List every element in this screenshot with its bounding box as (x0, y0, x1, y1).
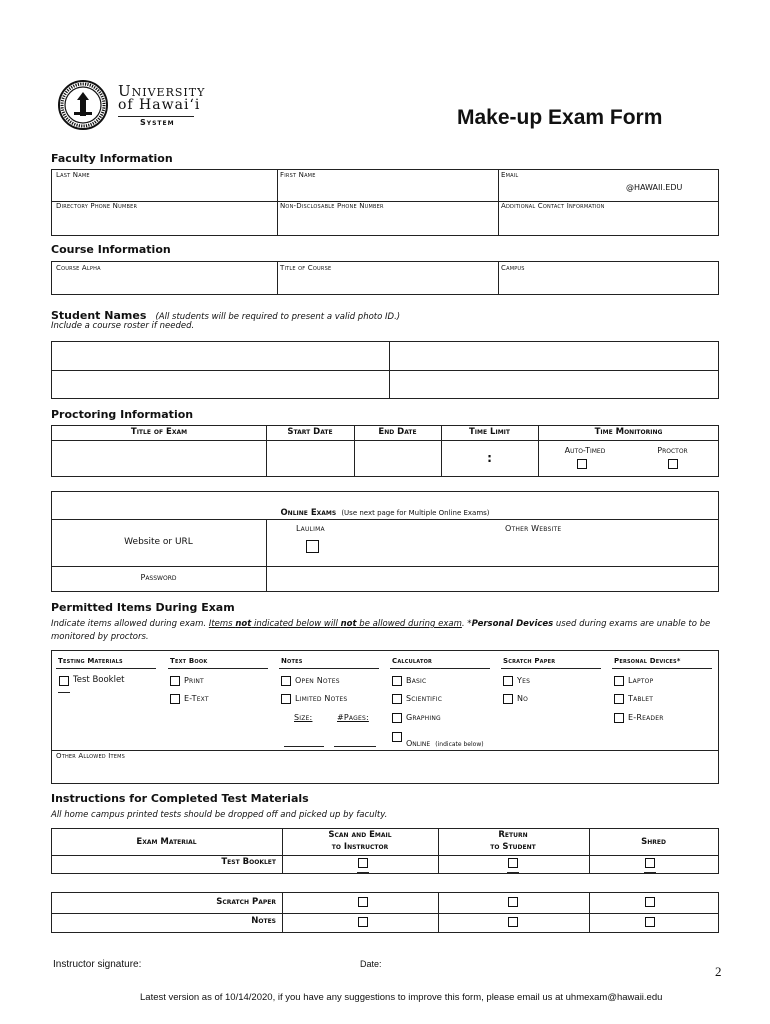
tablet-label: Tablet (628, 694, 654, 703)
scratch-paper-header: Scratch Paper (503, 657, 556, 665)
scan-email-header-line2: to Instructor (331, 842, 389, 852)
student-name-input[interactable] (390, 371, 718, 398)
notes-return-checkbox[interactable] (508, 917, 518, 927)
test-booklet-scan-checkbox[interactable] (358, 858, 368, 868)
notes-header: Notes (281, 657, 303, 665)
laptop-label: Laptop (628, 676, 654, 685)
end-date-header: End Date (378, 427, 417, 437)
basic-label: Basic (406, 676, 427, 685)
note-part: . * (461, 619, 472, 629)
website-url-label: Website or URL (124, 537, 193, 547)
permitted-items-heading: Permitted Items During Exam (51, 601, 235, 614)
instructor-signature-label[interactable]: Instructor signature: (53, 959, 142, 970)
permitted-items-note-line2: monitored by proctors. (51, 632, 149, 642)
online-exams-heading-row (52, 500, 718, 519)
student-names-heading: Student Names (51, 309, 147, 322)
other-allowed-items-field[interactable]: Other Allowed Items (56, 752, 126, 760)
time-monitoring-header: Time Monitoring (594, 427, 663, 437)
tablet-checkbox[interactable] (614, 694, 624, 704)
student-id-note: (All students will be required to present a valid photo ID.) (155, 312, 401, 322)
faculty-section-heading: Faculty Information (51, 152, 173, 165)
directory-phone-field[interactable]: Directory Phone Number (56, 202, 138, 210)
title-of-exam-header: Title of Exam (130, 427, 188, 437)
course-alpha-field[interactable]: Course Alpha (56, 264, 101, 272)
note-part: indicated below will (251, 619, 341, 629)
online-exams-heading: Online Exams (280, 508, 337, 518)
online-exams-note: (Use next page for Multiple Online Exams) (341, 509, 490, 517)
instructions-note: All home campus printed tests should be dropped off and picked up by faculty. (51, 810, 388, 820)
proctor-label: Proctor (657, 446, 688, 455)
note-part: Personal Devices (471, 619, 554, 629)
auto-timed-label: Auto-Timed (564, 446, 606, 455)
auto-timed-checkbox[interactable] (577, 459, 587, 469)
time-limit-header: Time Limit (468, 427, 510, 437)
note-part: used during exams are unable to be (553, 619, 711, 629)
calculator-header: Calculator (392, 657, 433, 665)
exam-material-header: Exam Material (136, 837, 197, 847)
end-date-input[interactable] (355, 441, 440, 476)
version-footer-note: Latest version as of 10/14/2020, if you have any suggestions to improve this form, please email us at uhmexam@hawaii.edu (140, 992, 663, 1003)
personal-devices-header: Personal Devices* (614, 657, 681, 665)
roster-note: Include a course roster if needed. (51, 321, 195, 331)
e-reader-label: E-Reader (628, 713, 664, 722)
e-reader-checkbox[interactable] (614, 713, 624, 723)
size-input[interactable] (284, 746, 324, 747)
non-disclosable-phone-field[interactable]: Non-Disclosable Phone Number (280, 202, 384, 210)
test-booklet-row-label: Test Booklet (221, 857, 276, 867)
notes-scan-checkbox[interactable] (358, 917, 368, 927)
limited-notes-label: Limited Notes (295, 694, 348, 703)
university-name-line1: University (118, 82, 206, 100)
scratch-paper-row-label: Scratch Paper (216, 897, 276, 907)
test-booklet-return-checkbox[interactable] (508, 858, 518, 868)
university-name-line2: of Hawai‘i (118, 97, 201, 113)
note-part: be allowed during exam (356, 619, 462, 629)
scratch-paper-shred-checkbox[interactable] (645, 897, 655, 907)
notes-row-label: Notes (251, 916, 276, 926)
online-calculator-checkbox[interactable] (392, 732, 402, 742)
graphing-label: Graphing (406, 713, 441, 722)
course-section-heading: Course Information (51, 243, 171, 256)
faculty-info-table (51, 169, 719, 236)
course-info-table (51, 261, 719, 295)
open-notes-label: Open Notes (295, 676, 340, 685)
e-text-checkbox[interactable] (170, 694, 180, 704)
test-booklet-label: Test Booklet (73, 675, 125, 685)
print-checkbox[interactable] (170, 676, 180, 686)
additional-contact-field[interactable]: Additional Contact Information (501, 202, 605, 210)
last-name-field[interactable]: Last Name (56, 171, 90, 179)
test-booklet-checkbox[interactable] (59, 676, 69, 686)
page-number: 2 (715, 964, 722, 979)
start-date-header: Start Date (287, 427, 333, 437)
test-booklet-shred-checkbox[interactable] (645, 858, 655, 868)
scratch-paper-return-checkbox[interactable] (508, 897, 518, 907)
print-label: Print (184, 676, 204, 685)
password-label: Password (140, 573, 177, 582)
instructions-heading: Instructions for Completed Test Materials (51, 792, 309, 805)
campus-field[interactable]: Campus (501, 264, 525, 272)
note-part: not (340, 619, 357, 629)
online-calculator-label-row (406, 731, 484, 750)
online-label: Online (406, 739, 431, 748)
time-limit-separator[interactable]: : (487, 451, 492, 465)
date-label[interactable]: Date: (360, 959, 382, 969)
email-field[interactable]: Email (501, 171, 519, 179)
scientific-label: Scientific (406, 694, 443, 703)
proctoring-section-heading: Proctoring Information (51, 408, 194, 421)
university-system-label: System (140, 118, 175, 127)
university-seal (58, 80, 108, 130)
scratch-paper-no-checkbox[interactable] (503, 694, 513, 704)
scratch-paper-scan-checkbox[interactable] (358, 897, 368, 907)
note-part: Items (208, 619, 236, 629)
laulima-checkbox[interactable] (306, 540, 319, 553)
note-part: Indicate items allowed during exam. (51, 619, 209, 629)
return-header-line1: Return (498, 830, 528, 840)
other-website-label: Other Website (505, 524, 562, 533)
limited-notes-checkbox[interactable] (281, 694, 291, 704)
student-name-input[interactable] (52, 371, 388, 398)
email-domain-suffix: @HAWAII.EDU (626, 183, 683, 192)
other-website-input[interactable] (330, 536, 715, 564)
size-label: Size: (294, 713, 313, 722)
pages-label: #Pages: (337, 713, 369, 722)
scan-email-header-line1: Scan and Email (328, 830, 392, 840)
no-label: No (517, 694, 529, 703)
online-note: (indicate below) (435, 741, 484, 748)
scratch-paper-yes-checkbox[interactable] (503, 676, 513, 686)
exam-title-input[interactable] (52, 441, 265, 476)
return-header-line2: to Student (490, 842, 536, 852)
graphing-calculator-checkbox[interactable] (392, 713, 402, 723)
notes-shred-checkbox[interactable] (645, 917, 655, 927)
form-title: Make-up Exam Form (457, 106, 663, 129)
start-date-input[interactable] (267, 441, 353, 476)
laptop-checkbox[interactable] (614, 676, 624, 686)
open-notes-checkbox[interactable] (281, 676, 291, 686)
testing-materials-header: Testing Materials (58, 657, 123, 665)
permitted-items-note (51, 619, 710, 629)
e-text-label: E-Text (184, 694, 209, 703)
text-book-header: Text Book (170, 657, 208, 665)
student-name-input[interactable] (390, 342, 718, 369)
first-name-field[interactable]: First Name (280, 171, 316, 179)
yes-label: Yes (517, 676, 531, 685)
course-title-field[interactable]: Title of Course (280, 264, 332, 272)
laulima-label: Laulima (296, 524, 325, 533)
pages-input[interactable] (334, 746, 376, 747)
shred-header: Shred (641, 837, 666, 847)
proctor-checkbox[interactable] (668, 459, 678, 469)
scientific-calculator-checkbox[interactable] (392, 694, 402, 704)
student-name-input[interactable] (52, 342, 388, 369)
note-part: not (235, 619, 252, 629)
password-input[interactable] (267, 567, 717, 590)
basic-calculator-checkbox[interactable] (392, 676, 402, 686)
